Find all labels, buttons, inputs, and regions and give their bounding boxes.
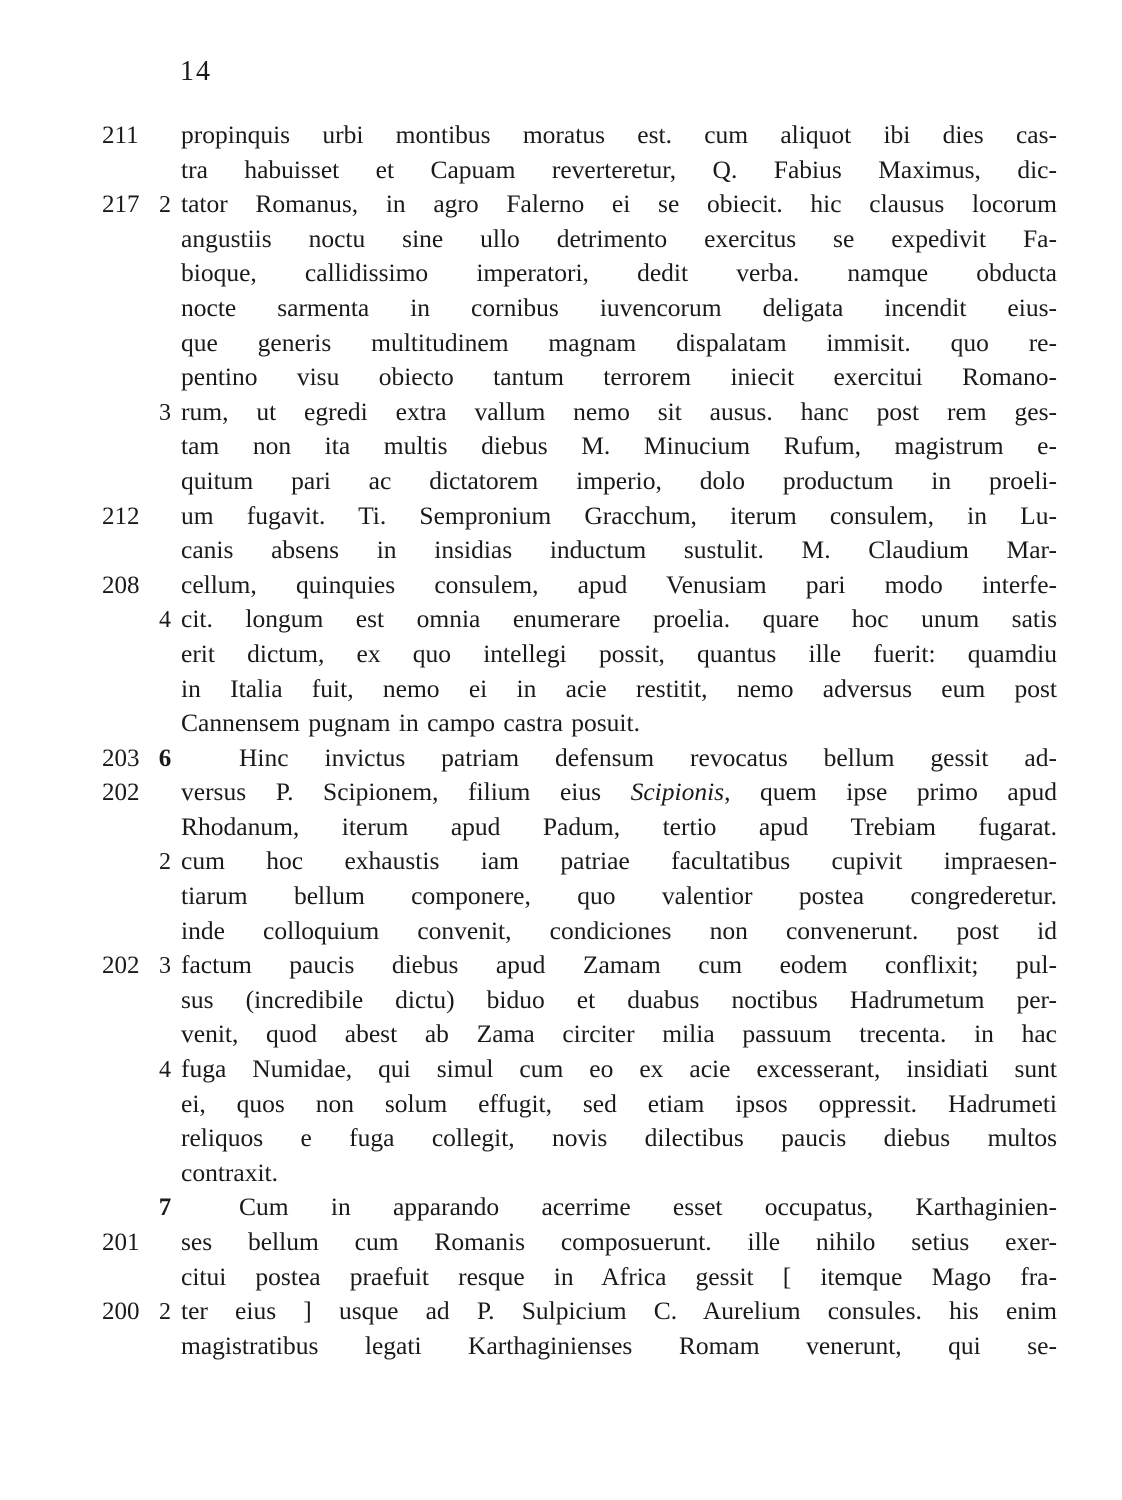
line-text-part: versus P. Scipionem, filium eius [181,777,631,807]
line-text: Cannensem pugnam in campo castra posuit. [181,708,640,738]
section-number: 3 [159,399,171,426]
text-line [0,326,1122,361]
text-line [0,1260,1122,1295]
text-line [0,291,1122,326]
text-line [0,1156,1122,1191]
line-text: Rhodanum, iterum apud Padum, tertio apud Trebiam fugarat. [181,811,1057,841]
year-marginal: 212 [102,502,140,530]
line-text: ter eius ] usque ad P. Sulpicium C. Aurelium consules. his enim [181,1296,1057,1326]
text-line [0,256,1122,291]
line-text: cit. longum est omnia enumerare proelia. quare hoc unum satis [181,604,1057,634]
text-line [0,1017,1122,1052]
latin-text [0,118,1122,1363]
text-line [0,1087,1122,1122]
section-number: 4 [159,607,171,634]
text-line [0,602,1122,637]
line-text: tra habuisset et Capuam reverteretur, Q. Fabius Maximus, dic- [181,154,1057,184]
year-marginal: 201 [102,1229,140,1256]
line-text: magistratibus legati Karthaginienses Romam venerunt, qui se- [181,1330,1057,1360]
text-line [0,879,1122,914]
line-text: Hinc invictus patriam defensum revocatus bellum gessit ad- [239,742,1057,772]
line-text: venit, quod abest ab Zama circiter milia passuum trecenta. in hac [181,1019,1057,1049]
section-number: 2 [159,192,171,219]
text-line [0,706,1122,741]
line-text: quitum pari ac dictatorem imperio, dolo productum in proeli- [181,465,1057,495]
text-line [0,948,1122,983]
section-number: 4 [159,1057,171,1084]
line-text: canis absens in insidias inductum sustulit. M. Claudium Mar- [181,535,1057,565]
line-text: angustiis noctu sine ullo detrimento exercitus se expedivit Fa- [181,223,1057,253]
line-text: inde colloquium convenit, condiciones non convenerunt. post id [181,915,1057,945]
text-line [0,672,1122,707]
line-text: um fugavit. Ti. Sempronium Gracchum, iterum consulem, in Lu- [181,500,1057,530]
line-text: nocte sarmenta in cornibus iuvencorum deligata incendit eius- [181,292,1057,322]
text-line [0,1052,1122,1087]
section-number: 3 [159,953,171,980]
line-text: rum, ut egredi extra vallum nemo sit ausus. hanc post rem ges- [181,396,1057,426]
year-marginal: 208 [102,571,140,599]
text-line [0,741,1122,776]
line-text: contraxit. [181,1157,279,1187]
line-text: sus (incredibile dictu) biduo et duabus noctibus Hadrumetum per- [181,984,1057,1014]
line-text: pentino visu obiecto tantum terrorem iniecit exercitui Romano- [181,362,1057,392]
text-line [0,983,1122,1018]
chapter-number: 7 [158,1194,172,1222]
line-text: in Italia fuit, nemo ei in acie restitit, nemo adversus eum post [181,673,1057,703]
text-line [0,810,1122,845]
line-text: factum paucis diebus apud Zamam cum eodem conflixit; pul- [181,950,1057,980]
page-number: 14 [180,56,212,87]
year-marginal: 202 [102,952,140,980]
text-line [0,1294,1122,1329]
section-number: 2 [159,849,171,876]
text-line [0,360,1122,395]
year-marginal: 211 [102,122,139,149]
text-line [0,395,1122,430]
line-text: Cum in apparando acerrime esset occupatus, Karthaginien- [239,1192,1057,1222]
section-number: 2 [159,1299,171,1326]
text-line [0,844,1122,879]
text-line [0,187,1122,222]
line-text: citui postea praefuit resque in Africa gessit [ itemque Mago fra- [181,1261,1057,1291]
text-line [0,464,1122,499]
text-line [0,637,1122,672]
line-text: reliquos e fuga collegit, novis dilectibus paucis diebus multos [181,1123,1057,1153]
italic-word: Scipionis [630,777,725,807]
line-text: cum hoc exhaustis iam patriae facultatibus cupivit impraesen- [181,846,1057,876]
line-text: tam non ita multis diebus M. Minucium Rufum, magistrum e- [181,431,1057,461]
year-marginal: 203 [102,744,140,772]
text-line [0,118,1122,153]
line-text: ei, quos non solum effugit, sed etiam ipsos oppressit. Hadrumeti [181,1088,1057,1118]
chapter-number: 6 [158,744,172,772]
text-line [0,914,1122,949]
line-text: tiarum bellum componere, quo valentior postea congrederetur. [181,881,1057,911]
line-text: erit dictum, ex quo intellegi possit, quantus ille fuerit: quamdiu [181,638,1057,668]
text-line [0,499,1122,534]
line-text: que generis multitudinem magnam dispalatam immisit. quo re- [181,327,1057,357]
text-line [0,775,1122,810]
line-text: bioque, callidissimo imperatori, dedit verba. namque obducta [181,258,1057,288]
text-line [0,222,1122,257]
line-text: ses bellum cum Romanis composuerunt. ille nihilo setius exer- [181,1227,1057,1256]
year-marginal: 202 [102,779,140,807]
year-marginal: 200 [102,1298,140,1326]
text-line [0,1225,1122,1260]
line-text: propinquis urbi montibus moratus est. cum aliquot ibi dies cas- [181,120,1057,149]
text-line [0,1190,1122,1225]
text-line [0,568,1122,603]
line-text: tator Romanus, in agro Falerno ei se obiecit. hic clausus locorum [181,189,1057,219]
text-line [0,1329,1122,1364]
line-text-part: , quem ipse primo apud [724,777,1057,807]
line-text [181,775,1057,809]
text-line [0,153,1122,188]
text-line [0,429,1122,464]
line-text: cellum, quinquies consulem, apud Venusiam pari modo interfe- [181,569,1057,599]
text-line [0,533,1122,568]
line-text: fuga Numidae, qui simul cum eo ex acie excesserant, insidiati sunt [181,1054,1057,1084]
text-line [0,1121,1122,1156]
year-marginal: 217 [102,191,140,219]
